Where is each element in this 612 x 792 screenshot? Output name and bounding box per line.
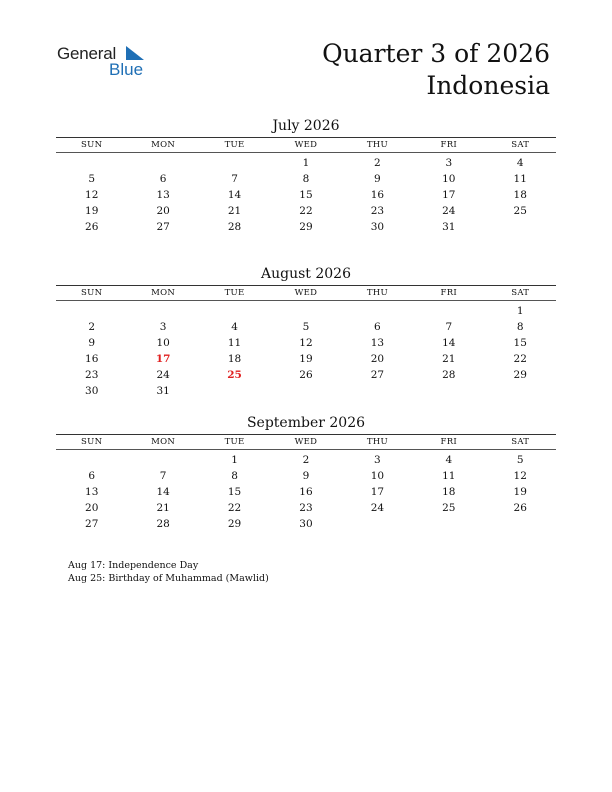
weekday-label: FRI xyxy=(440,140,458,150)
day-cell: 14 xyxy=(442,337,456,349)
weekday-label: FRI xyxy=(440,288,458,298)
note-item: Aug 17: Independence Day xyxy=(68,560,199,571)
day-cell: 24 xyxy=(442,205,456,217)
week-row xyxy=(56,203,556,219)
logo xyxy=(57,44,157,80)
day-cell: 23 xyxy=(299,502,313,514)
day-grid xyxy=(56,303,556,399)
day-cell xyxy=(199,303,270,319)
day-cell: 6 xyxy=(374,321,381,333)
day-cell xyxy=(270,303,341,319)
day-cell: 19 xyxy=(513,486,527,498)
day-cell: 16 xyxy=(299,486,313,498)
day-cell xyxy=(199,383,270,399)
day-cell xyxy=(127,303,198,319)
day-cell: 20 xyxy=(156,205,170,217)
week-row xyxy=(56,484,556,500)
week-row xyxy=(56,383,556,399)
weekday-label: SUN xyxy=(81,437,103,447)
day-cell: 24 xyxy=(156,369,170,381)
day-cell: 4 xyxy=(445,454,453,466)
day-cell: 4 xyxy=(516,157,524,169)
day-cell: 9 xyxy=(374,173,381,185)
day-cell xyxy=(485,516,556,532)
day-cell xyxy=(270,383,341,399)
day-cell: 30 xyxy=(85,385,99,397)
day-cell xyxy=(413,303,484,319)
week-row xyxy=(56,303,556,319)
day-cell: 8 xyxy=(231,470,238,482)
day-cell: 11 xyxy=(227,337,242,349)
day-cell: 7 xyxy=(159,470,167,482)
day-cell: 20 xyxy=(85,502,99,514)
weekday-label: WED xyxy=(294,288,318,298)
day-cell: 25 xyxy=(442,502,456,514)
day-cell: 12 xyxy=(513,470,527,482)
weekday-label: WED xyxy=(294,437,318,447)
weekday-label: MON xyxy=(151,140,176,150)
day-cell: 26 xyxy=(299,369,313,381)
day-cell: 3 xyxy=(159,321,167,333)
day-cell-holiday: 25 xyxy=(227,369,242,381)
title-quarter: Quarter 3 of 2026 xyxy=(322,39,550,68)
weekday-label: TUE xyxy=(224,437,245,447)
day-cell: 27 xyxy=(370,369,385,381)
day-cell: 28 xyxy=(156,518,170,530)
weekday-label: THU xyxy=(366,140,388,150)
month-september xyxy=(56,414,556,532)
day-cell xyxy=(342,303,413,319)
week-row xyxy=(56,367,556,383)
day-cell: 23 xyxy=(85,369,99,381)
day-cell xyxy=(342,383,413,399)
day-cell: 15 xyxy=(227,486,242,498)
day-grid xyxy=(56,452,556,532)
day-cell xyxy=(413,516,484,532)
day-cell: 22 xyxy=(227,502,242,514)
day-cell: 14 xyxy=(156,486,170,498)
weekday-label: FRI xyxy=(440,437,458,447)
day-cell: 13 xyxy=(370,337,385,349)
day-cell: 29 xyxy=(227,518,242,530)
day-cell: 1 xyxy=(302,157,310,169)
month-title: September 2026 xyxy=(246,415,366,431)
logo-blue-text: Blue xyxy=(109,60,144,79)
day-cell: 23 xyxy=(370,205,385,217)
day-cell xyxy=(485,219,556,235)
day-cell: 1 xyxy=(516,305,524,317)
day-cell: 29 xyxy=(299,221,313,233)
weekday-label: MON xyxy=(151,437,176,447)
day-cell: 28 xyxy=(227,221,242,233)
day-cell: 19 xyxy=(85,205,99,217)
day-cell: 1 xyxy=(231,454,238,466)
week-row xyxy=(56,155,556,171)
week-row xyxy=(56,452,556,468)
day-cell: 31 xyxy=(156,385,170,397)
week-row xyxy=(56,219,556,235)
day-cell xyxy=(127,155,198,171)
week-row xyxy=(56,187,556,203)
day-cell: 6 xyxy=(88,470,96,482)
weekday-label: SAT xyxy=(511,437,530,447)
day-cell: 12 xyxy=(299,337,313,349)
week-row xyxy=(56,468,556,484)
day-cell: 29 xyxy=(513,369,527,381)
day-cell: 7 xyxy=(231,173,238,185)
day-cell: 21 xyxy=(442,353,456,365)
month-title: July 2026 xyxy=(272,118,340,134)
day-cell: 11 xyxy=(513,173,527,185)
day-cell xyxy=(56,155,127,171)
day-cell: 18 xyxy=(513,189,527,201)
weekday-label: THU xyxy=(366,437,388,447)
day-cell: 13 xyxy=(156,189,170,201)
title-country: Indonesia xyxy=(426,71,550,100)
day-cell xyxy=(199,155,270,171)
weekday-label: TUE xyxy=(224,288,245,298)
weekday-label: WED xyxy=(294,140,318,150)
day-cell: 16 xyxy=(370,189,385,201)
day-cell: 27 xyxy=(156,221,170,233)
day-cell-holiday: 17 xyxy=(155,353,171,365)
day-cell: 21 xyxy=(227,205,242,217)
day-grid xyxy=(56,155,556,235)
day-cell: 5 xyxy=(302,321,310,333)
weekday-header xyxy=(56,435,556,449)
day-cell: 3 xyxy=(374,454,381,466)
day-cell: 24 xyxy=(370,502,385,514)
week-row xyxy=(56,335,556,351)
day-cell: 25 xyxy=(513,205,527,217)
day-cell xyxy=(413,383,484,399)
day-cell: 17 xyxy=(442,189,456,201)
weekday-label: MON xyxy=(151,288,176,298)
day-cell xyxy=(127,452,198,468)
week-row xyxy=(56,516,556,532)
day-cell: 7 xyxy=(445,321,453,333)
note-item: Aug 25: Birthday of Muhammad (Mawlid) xyxy=(68,573,269,584)
day-cell: 6 xyxy=(159,173,167,185)
day-cell xyxy=(485,383,556,399)
day-cell: 14 xyxy=(227,189,242,201)
day-cell: 26 xyxy=(85,221,99,233)
weekday-label: SAT xyxy=(511,140,530,150)
day-cell: 22 xyxy=(513,353,527,365)
day-cell: 13 xyxy=(85,486,99,498)
day-cell: 8 xyxy=(302,173,310,185)
day-cell: 2 xyxy=(302,454,310,466)
day-cell: 10 xyxy=(442,173,456,185)
day-cell: 26 xyxy=(513,502,527,514)
day-cell: 22 xyxy=(299,205,313,217)
month-july xyxy=(56,117,556,235)
day-cell: 2 xyxy=(374,157,381,169)
weekday-label: SAT xyxy=(511,288,530,298)
day-cell: 21 xyxy=(156,502,170,514)
day-cell: 18 xyxy=(442,486,456,498)
day-cell: 11 xyxy=(442,470,456,482)
week-row xyxy=(56,351,556,367)
month-title: August 2026 xyxy=(261,266,351,282)
day-cell: 30 xyxy=(299,518,313,530)
weekday-label: TUE xyxy=(224,140,245,150)
weekday-label: SUN xyxy=(81,288,103,298)
day-cell: 9 xyxy=(88,337,96,349)
weekday-rule xyxy=(56,449,556,450)
day-cell: 16 xyxy=(85,353,99,365)
day-cell xyxy=(56,452,127,468)
day-cell: 8 xyxy=(516,321,524,333)
month-august xyxy=(56,265,556,399)
day-cell: 3 xyxy=(445,157,453,169)
day-cell: 19 xyxy=(299,353,313,365)
day-cell: 31 xyxy=(442,221,456,233)
week-row xyxy=(56,500,556,516)
day-cell: 17 xyxy=(370,486,385,498)
day-cell: 10 xyxy=(156,337,170,349)
page-title xyxy=(322,38,550,102)
day-cell: 2 xyxy=(88,321,96,333)
day-cell xyxy=(342,516,413,532)
day-cell: 27 xyxy=(85,518,99,530)
weekday-label: THU xyxy=(366,288,388,298)
day-cell: 15 xyxy=(299,189,313,201)
day-cell: 30 xyxy=(370,221,385,233)
day-cell: 5 xyxy=(88,173,96,185)
day-cell: 4 xyxy=(231,321,238,333)
week-row xyxy=(56,171,556,187)
weekday-label: SUN xyxy=(81,140,103,150)
week-row xyxy=(56,319,556,335)
day-cell: 10 xyxy=(370,470,385,482)
day-cell: 28 xyxy=(442,369,456,381)
weekday-rule xyxy=(56,300,556,301)
day-cell: 5 xyxy=(516,454,524,466)
weekday-header xyxy=(56,286,556,300)
day-cell: 12 xyxy=(85,189,99,201)
weekday-header xyxy=(56,138,556,152)
day-cell: 9 xyxy=(302,470,310,482)
day-cell: 18 xyxy=(227,353,242,365)
logo-general-text: General xyxy=(57,44,117,63)
day-cell: 15 xyxy=(513,337,527,349)
day-cell xyxy=(56,303,127,319)
day-cell: 20 xyxy=(370,353,385,365)
weekday-rule xyxy=(56,152,556,153)
holiday-notes xyxy=(68,559,269,585)
